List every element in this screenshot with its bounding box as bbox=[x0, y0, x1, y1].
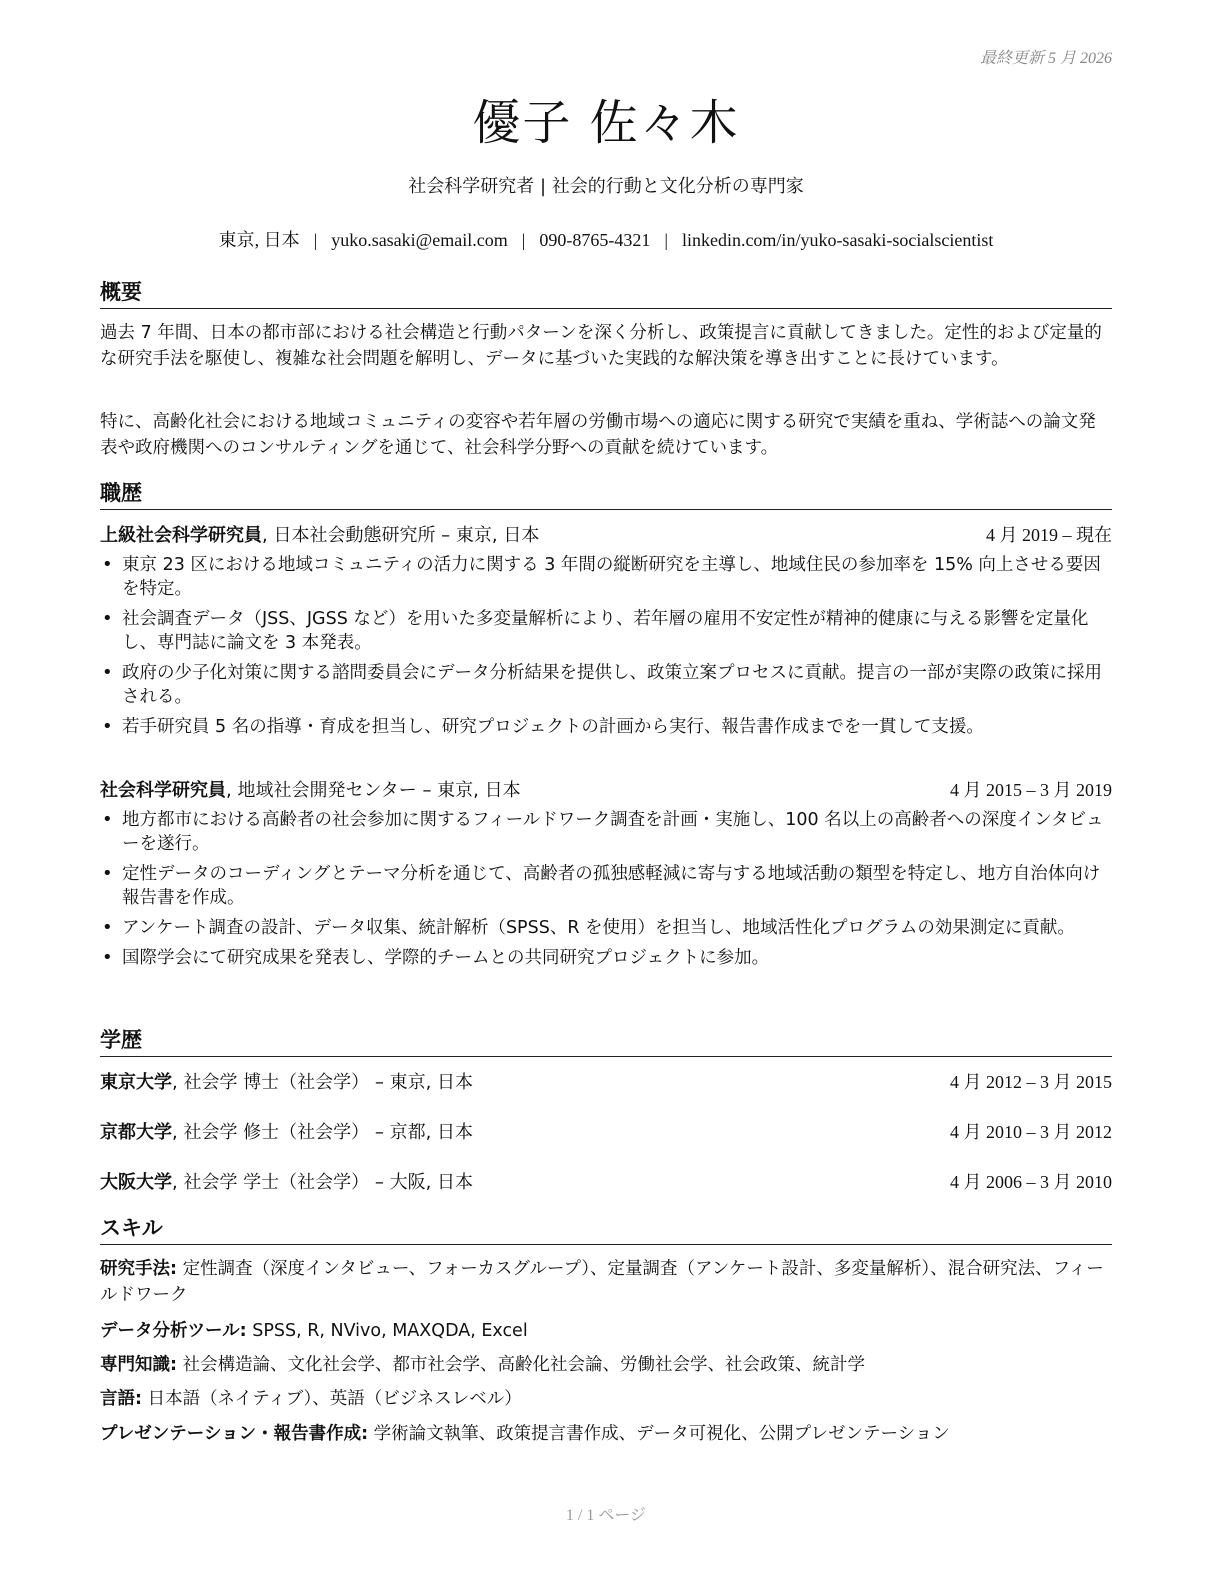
list-item: • 地方都市における高齢者の社会参加に関するフィールドワーク調査を計画・実施し、100 名以上の高齢者への深度インタビューを遂行。 bbox=[100, 808, 1112, 856]
summary-paragraph-2: 特に、高齢化社会における地域コミュニティの変容や若年層の労働市場への適応に関する研究で実績を重ね、学術誌への論文発表や政府機関へのコンサルティングを通じて、社会科学分野への貢献を続けています。 bbox=[100, 412, 1096, 458]
skill-label: データ分析ツール: bbox=[100, 1321, 247, 1341]
job-dates: 4 月 2015 – 3 月 2019 bbox=[950, 780, 1112, 800]
degree-detail: , 社会学 修士（社会学） – 京都, 日本 bbox=[172, 1122, 474, 1143]
summary-paragraph-1: 過去 7 年間、日本の都市部における社会構造と行動パターンを深く分析し、政策提言に貢献してきました。定性的および定量的な研究手法を駆使し、複雑な社会問題を解明し、データに基づいた実践的な解決策を導き出すことに長けています。 bbox=[100, 323, 1102, 369]
job-dates: 4 月 2019 – 現在 bbox=[986, 525, 1112, 545]
education-dates: 4 月 2010 – 3 月 2012 bbox=[950, 1122, 1112, 1142]
school-name: 東京大学 bbox=[100, 1072, 172, 1093]
contact-location: 東京, 日本 bbox=[218, 230, 300, 250]
skill-label: プレゼンテーション・報告書作成: bbox=[100, 1424, 369, 1444]
contact-linkedin[interactable]: linkedin.com/in/yuko-sasaki-socialscientist bbox=[681, 230, 994, 250]
degree-detail: , 社会学 学士（社会学） – 大阪, 日本 bbox=[172, 1172, 474, 1193]
job-title: 上級社会科学研究員 bbox=[100, 525, 262, 546]
contact-email[interactable]: yuko.sasaki@email.com bbox=[331, 230, 508, 250]
education-dates: 4 月 2006 – 3 月 2010 bbox=[950, 1172, 1112, 1192]
job-bullets bbox=[100, 808, 1112, 976]
skill-row bbox=[100, 1256, 1112, 1308]
job-bullets bbox=[100, 553, 1112, 745]
skill-label: 研究手法: bbox=[100, 1259, 177, 1279]
degree-detail: , 社会学 博士（社会学） – 東京, 日本 bbox=[172, 1072, 474, 1093]
section-title-experience: 職歴 bbox=[100, 477, 1112, 510]
list-item: • 東京 23 区における地域コミュニティの活力に関する 3 年間の縦断研究を主導し、地域住民の参加率を 15% 向上させる要因を特定。 bbox=[100, 553, 1112, 601]
separator: | bbox=[521, 230, 526, 250]
separator: | bbox=[664, 230, 668, 250]
skill-row bbox=[100, 1386, 1112, 1412]
skill-value: 定性調査（深度インタビュー、フォーカスグループ）、定量調査（アンケート設計、多変量解析）、混合研究法、フィールドワーク bbox=[100, 1259, 1104, 1305]
education-dates: 4 月 2012 – 3 月 2015 bbox=[950, 1072, 1112, 1092]
job-header bbox=[100, 523, 1112, 548]
skill-value: 日本語（ネイティブ）、英語（ビジネスレベル） bbox=[142, 1389, 522, 1409]
education-item bbox=[100, 1070, 1112, 1095]
education-item bbox=[100, 1120, 1112, 1145]
contact-phone[interactable]: 090-8765-4321 bbox=[539, 230, 651, 250]
list-item: • 国際学会にて研究成果を発表し、学際的チームとの共同研究プロジェクトに参加。 bbox=[100, 946, 1112, 970]
list-item: • 定性データのコーディングとテーマ分析を通じて、高齢者の孤独感軽減に寄与する地域活動の類型を特定し、地方自治体向け報告書を作成。 bbox=[100, 862, 1112, 910]
job-organization: , 日本社会動態研究所 – 東京, 日本 bbox=[262, 525, 540, 546]
skill-value: SPSS, R, NVivo, MAXQDA, Excel bbox=[246, 1321, 528, 1341]
job-title: 社会科学研究員 bbox=[100, 780, 226, 801]
section-title-education: 学歴 bbox=[100, 1024, 1112, 1057]
skill-value: 社会構造論、文化社会学、都市社会学、高齢化社会論、労働社会学、社会政策、統計学 bbox=[177, 1355, 866, 1375]
last-updated: 最終更新 5 月 2026 bbox=[979, 50, 1112, 67]
skill-row bbox=[100, 1318, 1112, 1344]
list-item: • 社会調査データ（JSS、JGSS など）を用いた多変量解析により、若年層の雇用不安定性が精神的健康に与える影響を定量化し、専門誌に論文を 3 本発表。 bbox=[100, 607, 1112, 655]
skill-value: 学術論文執筆、政策提言書作成、データ可視化、公開プレゼンテーション bbox=[368, 1424, 950, 1444]
job-header bbox=[100, 778, 1112, 803]
page-number: 1 / 1 ページ bbox=[565, 1507, 647, 1524]
list-item: • アンケート調査の設計、データ収集、統計解析（SPSS、R を使用）を担当し、地域活性化プログラムの効果測定に貢献。 bbox=[100, 916, 1112, 940]
section-title-skills: スキル bbox=[100, 1212, 1112, 1245]
contact-line bbox=[100, 226, 1112, 252]
list-item: • 若手研究員 5 名の指導・育成を担当し、研究プロジェクトの計画から実行、報告書作成までを一貫して支援。 bbox=[100, 715, 1112, 739]
list-item: • 政府の少子化対策に関する諮問委員会にデータ分析結果を提供し、政策立案プロセスに貢献。提言の一部が実際の政策に採用される。 bbox=[100, 661, 1112, 709]
person-name: 優子 佐々木 bbox=[472, 95, 740, 151]
skill-label: 言語: bbox=[100, 1389, 142, 1409]
job-organization: , 地域社会開発センター – 東京, 日本 bbox=[226, 780, 521, 801]
tagline: 社会科学研究者 | 社会的行動と文化分析の専門家 bbox=[408, 176, 804, 197]
skill-label: 専門知識: bbox=[100, 1355, 177, 1375]
skill-row bbox=[100, 1352, 1112, 1378]
resume-page bbox=[100, 0, 1112, 1584]
skill-row bbox=[100, 1421, 1112, 1447]
school-name: 大阪大学 bbox=[100, 1172, 172, 1193]
separator: | bbox=[313, 230, 318, 250]
section-title-summary: 概要 bbox=[100, 276, 1112, 309]
education-item bbox=[100, 1170, 1112, 1195]
school-name: 京都大学 bbox=[100, 1122, 172, 1143]
